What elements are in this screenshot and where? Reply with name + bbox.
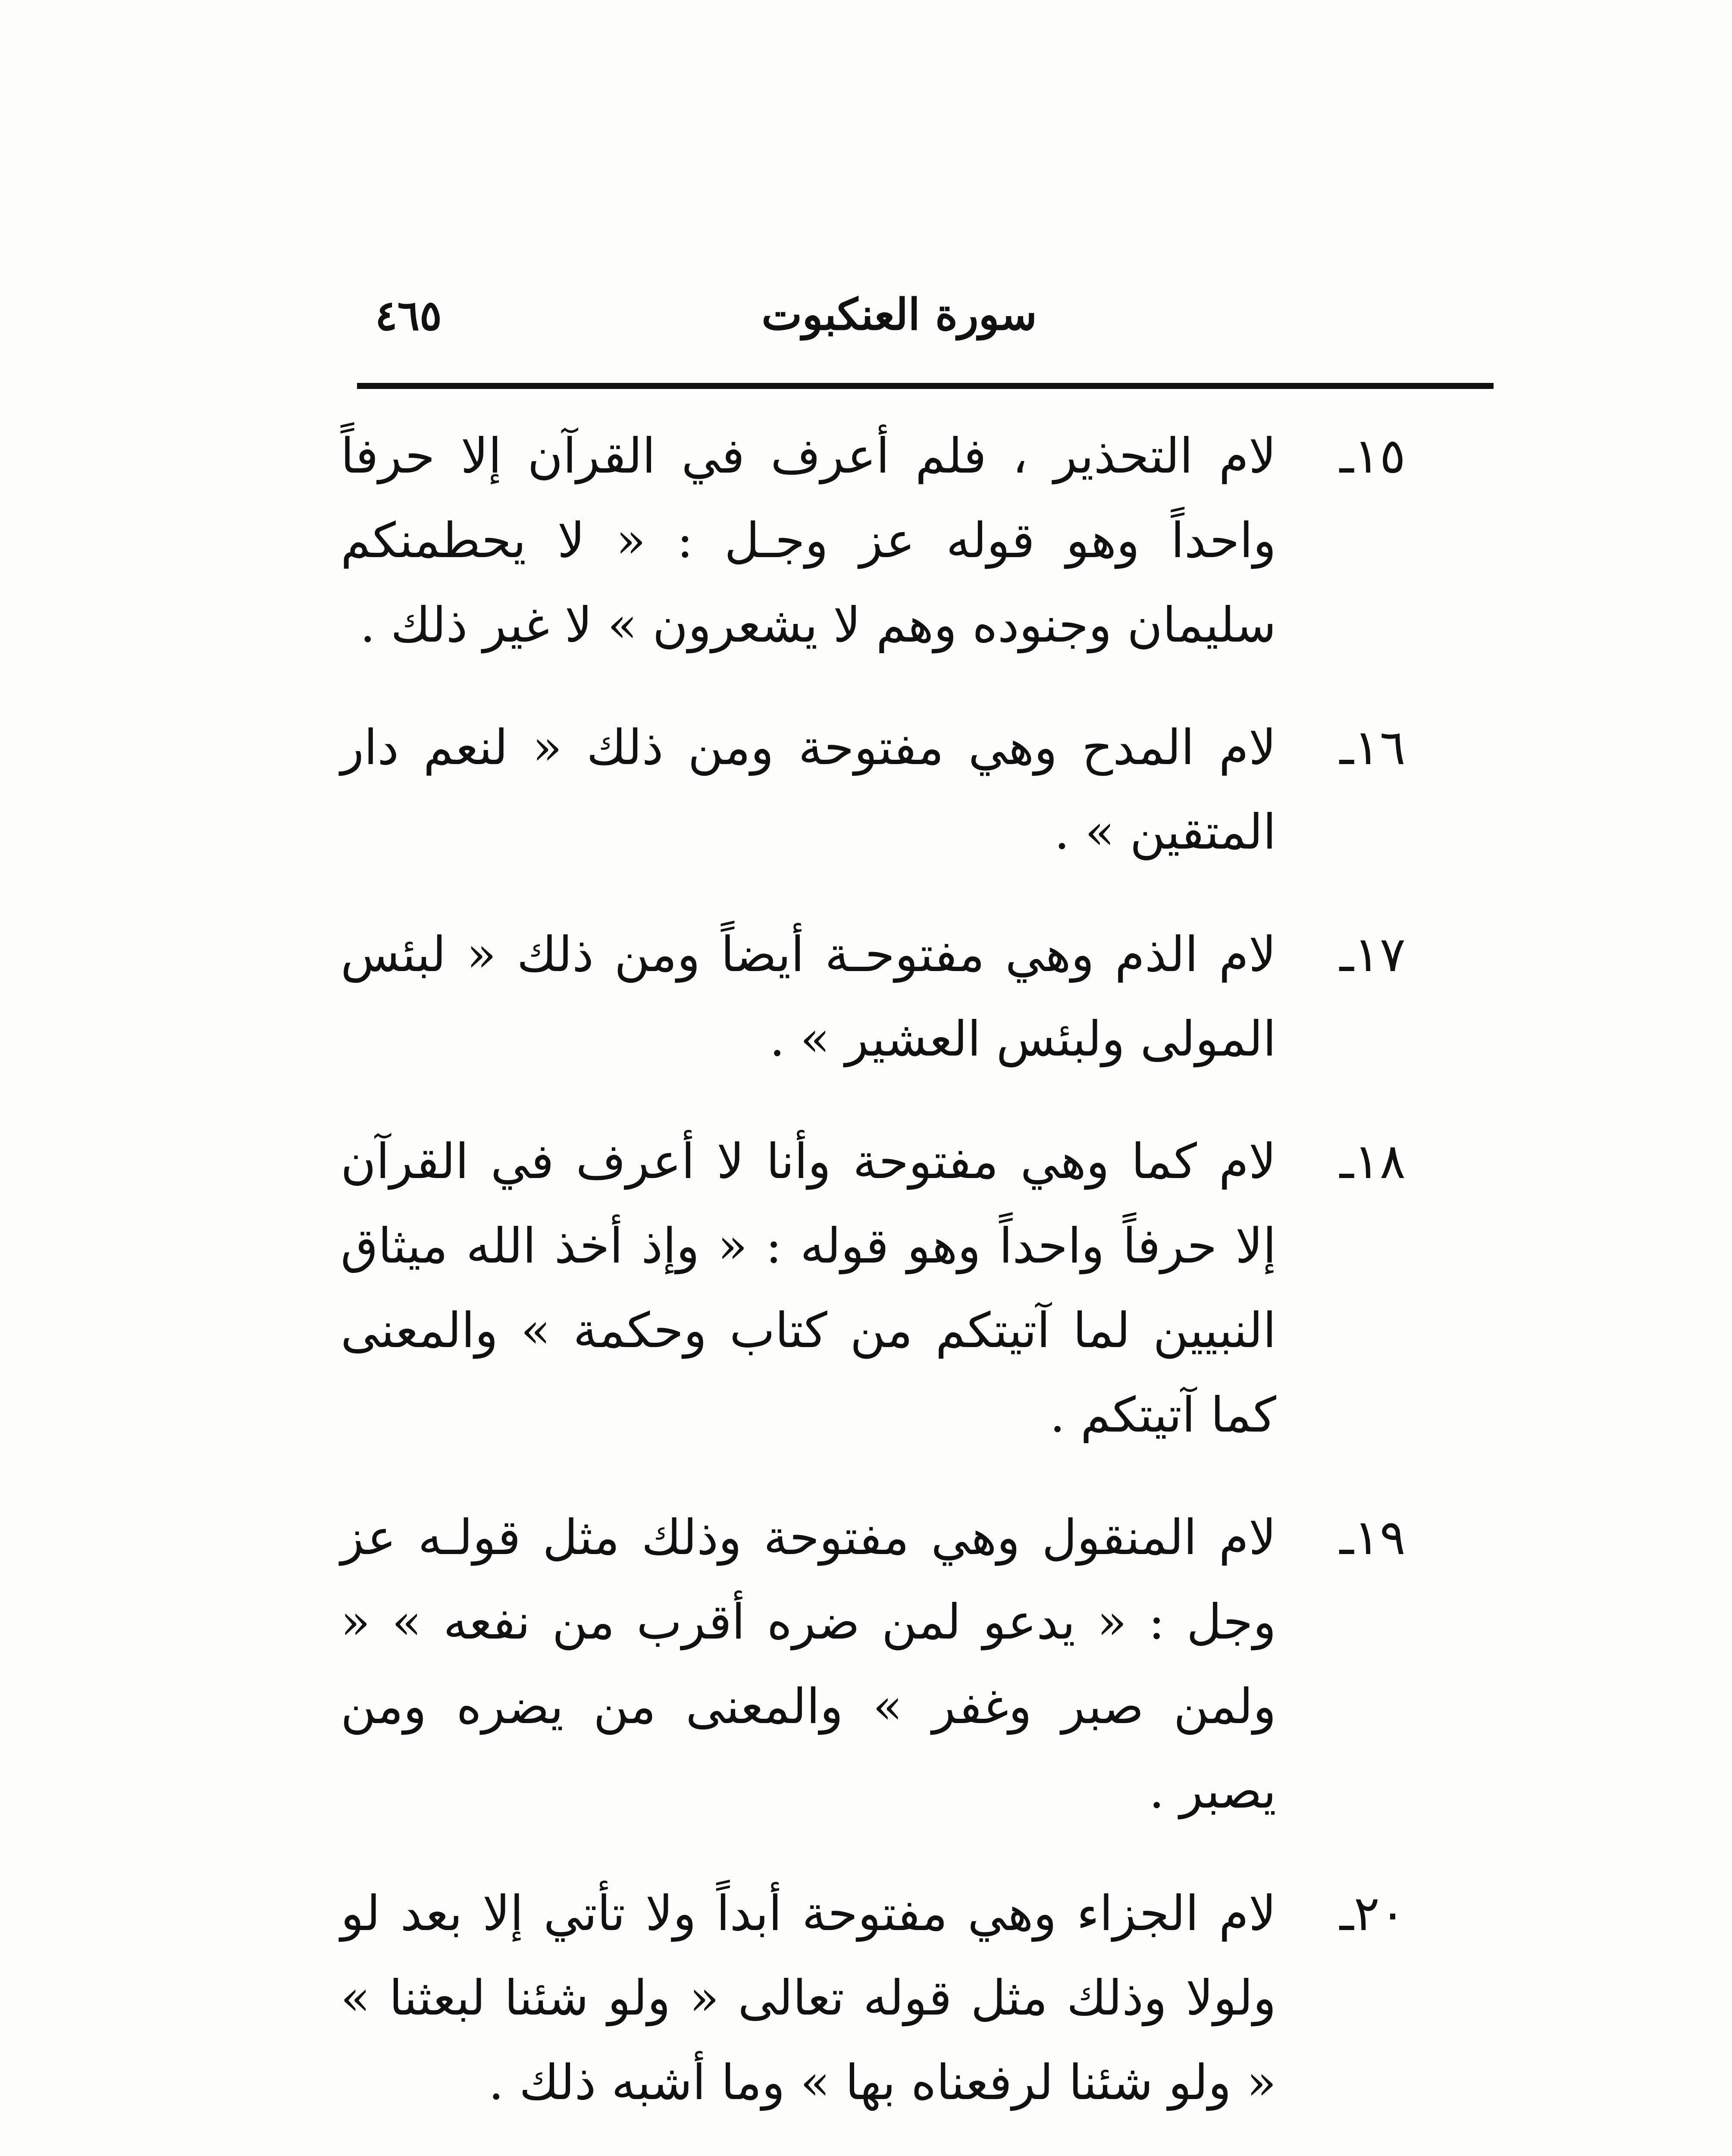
- item-number: ١٩ـ: [1339, 1510, 1406, 1566]
- item-number: ١٨ـ: [1339, 1134, 1406, 1190]
- page-header: [358, 280, 1492, 371]
- list-item: [341, 1119, 1406, 1457]
- page-number: ٤٦٥: [375, 291, 442, 340]
- list-item: [341, 1495, 1406, 1833]
- item-number: ١٦ـ: [1339, 720, 1406, 776]
- list-item: [341, 1871, 1406, 2125]
- item-number: ١٥ـ: [1339, 428, 1406, 484]
- list-item: [341, 414, 1406, 667]
- surah-title: سورة العنكبوت: [761, 289, 1037, 340]
- item-text: لام الجزاء وهي مفتوحة أبداً ولا تأتي إلا بعد لو ولولا وذلك مثل قوله تعالى « ولو شئنا لبعثنا » « ولو شئنا لرفعناه بها » وما أشبه ذلك .: [341, 1886, 1276, 2111]
- item-text: لام المنقول وهي مفتوحة وذلك مثل قولـه عز وجل : « يدعو لمن ضره أقرب من نفعه » « ولمن صبر وغفر » والمعنى من يضره ومن يصبر .: [341, 1510, 1276, 1819]
- page-body: [341, 414, 1406, 2156]
- item-number: ١٧ـ: [1339, 927, 1406, 983]
- list-item: [341, 705, 1406, 874]
- list-item: [341, 912, 1406, 1081]
- item-number: ٢٠ـ: [1339, 1886, 1406, 1942]
- item-text: لام الذم وهي مفتوحـة أيضاً ومن ذلك « لبئس المولى ولبئس العشير » .: [341, 927, 1276, 1067]
- header-divider: [357, 383, 1494, 389]
- item-text: لام المدح وهي مفتوحة ومن ذلك « لنعم دار المتقين » .: [341, 720, 1276, 860]
- item-text: لام كما وهي مفتوحة وأنا لا أعرف في القرآن إلا حرفاً واحداً وهو قوله : « وإذ أخذ الله ميثاق النبيين لما آتيتكم من كتاب وحكمة » والمعنى كما آتيتكم .: [341, 1134, 1276, 1443]
- item-text: لام التحذير ، فلم أعرف في القرآن إلا حرفاً واحداً وهو قوله عز وجـل : « لا يحطمنكم سليمان وجنوده وهم لا يشعرون » لا غير ذلك .: [341, 428, 1276, 653]
